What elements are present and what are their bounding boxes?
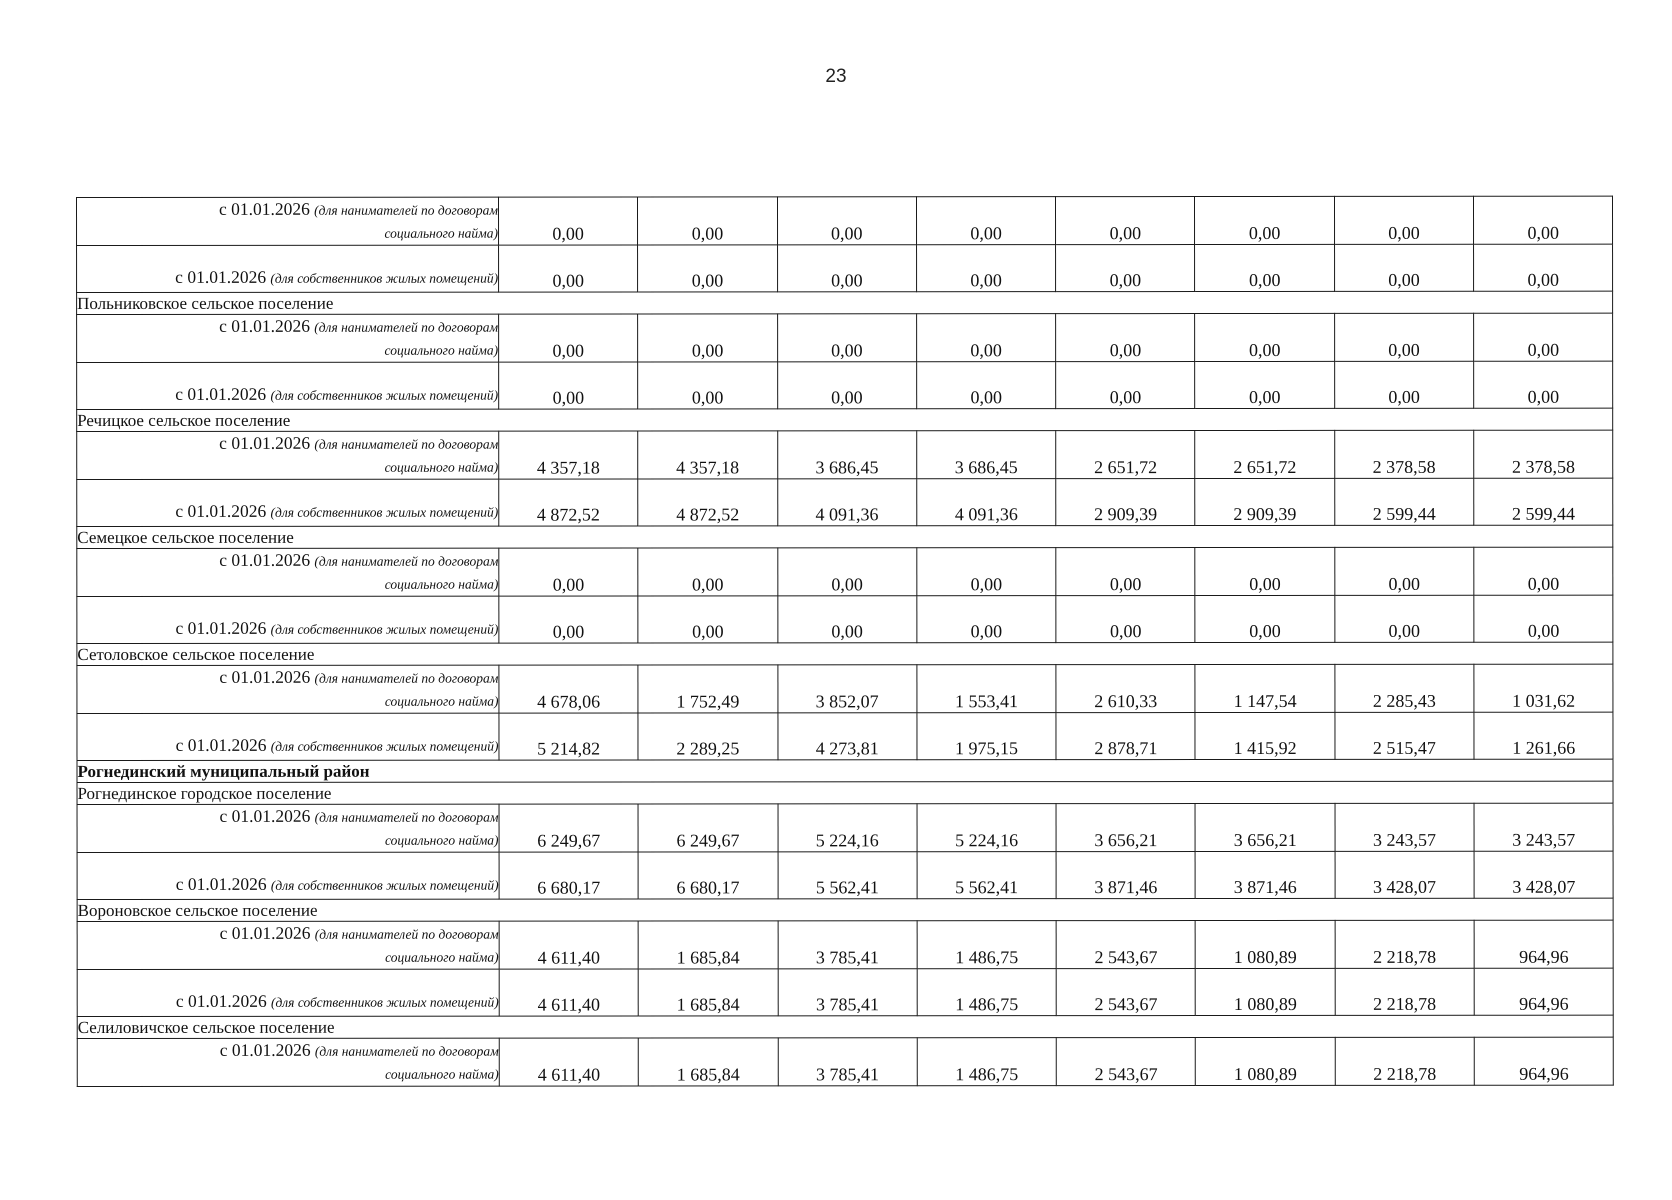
settlement-name: Польниковское сельское поселение [77,291,1613,314]
tariff-value-cell: 0,00 [499,245,638,292]
tariff-value-cell: 0,00 [1474,595,1613,642]
tariff-value-cell: 0,00 [1195,196,1334,244]
tariff-value-cell: 0,00 [499,548,638,596]
tariff-value-cell: 1 486,75 [917,1038,1056,1086]
tariff-value-cell: 0,00 [1056,596,1195,643]
label-date: с 01.01.2026 [219,432,311,453]
row-label [77,548,499,596]
label-note: социального найма) [384,693,499,709]
tariff-value-cell: 3 785,41 [778,1038,917,1086]
label-date: с 01.01.2026 [219,1039,311,1060]
tariff-row-tenants [77,196,1613,245]
row-label [77,314,499,362]
label-date: с 01.01.2026 [219,315,310,336]
label-date: с 01.01.2026 [219,666,311,687]
tariff-row-owners [77,244,1613,292]
tariff-value-cell: 1 031,62 [1474,664,1613,712]
label-note: (для нанимателей по договорам [314,436,499,452]
tariff-value-cell: 0,00 [1195,244,1334,291]
label-note: (для нанимателей по договорам [314,926,499,942]
tariff-value-cell: 4 091,36 [777,479,916,526]
tariff-value-cell: 0,00 [638,548,777,596]
tariff-row-tenants [77,1037,1613,1086]
label-date: с 01.01.2026 [175,873,267,894]
tariff-value-cell: 0,00 [916,197,1055,245]
tariff-value-cell: 1 553,41 [917,665,1056,713]
tariff-value-cell: 1 080,89 [1196,968,1335,1015]
row-label [77,921,499,969]
tariff-value-cell: 1 685,84 [639,1038,778,1086]
tariff-value-cell: 3 243,57 [1335,803,1474,851]
tariff-row-owners [77,595,1613,643]
tariff-value-cell: 0,00 [777,548,916,596]
tariff-value-cell: 0,00 [917,596,1056,643]
tariff-value-cell: 0,00 [777,314,916,362]
district-header-row [77,759,1613,782]
tariff-value-cell: 0,00 [916,314,1055,362]
tariff-value-cell: 2 515,47 [1335,712,1474,759]
tariff-value-cell: 0,00 [917,548,1056,596]
tariff-value-cell: 0,00 [1195,313,1334,361]
tariff-value-cell: 1 685,84 [638,969,777,1016]
tariff-value-cell: 2 543,67 [1056,1038,1195,1086]
row-label [77,479,499,526]
tariff-value-cell: 3 686,45 [917,431,1056,479]
tariff-value-cell: 0,00 [1195,595,1334,642]
row-label [77,362,499,409]
settlement-name: Семецкое сельское поселение [77,525,1613,548]
tariff-value-cell: 4 872,52 [499,479,638,526]
tariff-value-cell: 6 680,17 [638,852,777,899]
tariff-value-cell: 0,00 [1056,314,1195,362]
tariff-value-cell: 0,00 [1334,313,1473,361]
tariff-value-cell: 0,00 [499,314,638,362]
tariff-value-cell: 3 686,45 [777,431,916,479]
label-date: с 01.01.2026 [175,734,267,755]
tariff-value-cell: 4 357,18 [638,431,777,479]
tariff-value-cell: 4 611,40 [499,969,638,1016]
tariff-value-cell: 0,00 [1474,244,1613,291]
tariff-value-cell: 0,00 [1335,595,1474,642]
tariff-value-cell: 3 785,41 [778,969,917,1016]
tariff-row-owners [77,968,1613,1016]
label-note: социального найма) [384,342,499,358]
tariff-value-cell: 0,00 [638,314,777,362]
tariff-value-cell: 2 651,72 [1056,431,1195,479]
label-note: социального найма) [384,832,499,848]
label-note: (для нанимателей по договорам [314,809,499,825]
label-date: с 01.01.2026 [219,549,311,570]
tariff-value-cell: 2 285,43 [1335,664,1474,712]
tariff-value-cell: 3 871,46 [1056,852,1195,899]
tariff-row-tenants [77,547,1613,596]
tariff-value-cell: 1 486,75 [917,969,1056,1016]
tariff-value-cell: 4 678,06 [499,665,638,713]
tariff-value-cell: 2 378,58 [1334,430,1473,478]
tariff-value-cell: 0,00 [638,362,777,409]
label-note: (для нанимателей по договорам [314,670,499,686]
settlement-header-row [77,1015,1613,1038]
tariff-value-cell: 1 975,15 [917,713,1056,760]
tariff-value-cell: 0,00 [777,362,916,409]
tariff-row-owners [77,478,1613,526]
settlement-header-row [77,408,1613,431]
tariff-value-cell: 5 224,16 [778,804,917,852]
tariff-value-cell: 4 872,52 [638,479,777,526]
tariff-value-cell: 5 562,41 [917,852,1056,899]
tariff-value-cell: 0,00 [1474,313,1613,361]
tariff-value-cell: 2 289,25 [638,713,777,760]
tariff-value-cell: 964,96 [1474,1037,1613,1085]
tariff-value-cell: 2 543,67 [1056,969,1195,1016]
tariff-value-cell: 3 656,21 [1056,804,1195,852]
settlement-name: Сетоловское сельское поселение [77,642,1613,665]
tariff-row-owners [77,361,1613,409]
tariff-value-cell: 4 611,40 [499,921,638,969]
tariff-value-cell: 2 909,39 [1056,479,1195,526]
page-number: 23 [825,66,847,87]
tariff-value-cell: 2 543,67 [1056,921,1195,969]
tariff-value-cell: 0,00 [777,245,916,292]
tariff-value-cell: 6 249,67 [638,804,777,852]
label-note: (для собственников жилых помещений) [270,504,499,520]
tariff-value-cell: 0,00 [1056,548,1195,596]
tariff-value-cell: 0,00 [499,362,638,409]
tariff-value-cell: 0,00 [916,245,1055,292]
tariff-value-cell: 2 218,78 [1335,968,1474,1015]
tariff-value-cell: 4 357,18 [499,431,638,479]
tariff-value-cell: 3 656,21 [1196,803,1335,851]
tariff-row-owners [77,851,1613,899]
tariff-value-cell: 2 599,44 [1335,478,1474,525]
label-note: (для нанимателей по договорам [314,202,499,218]
tariff-value-cell: 964,96 [1474,920,1613,968]
tariff-value-cell: 0,00 [1474,547,1613,595]
tariff-value-cell: 1 752,49 [638,665,777,713]
tariff-value-cell: 2 218,78 [1335,920,1474,968]
label-date: с 01.01.2026 [175,617,267,638]
tariff-value-cell: 3 785,41 [778,921,917,969]
tariff-value-cell: 0,00 [638,197,777,245]
label-date: с 01.01.2026 [218,198,310,219]
tariff-value-cell: 1 415,92 [1195,712,1334,759]
tariff-row-tenants [77,664,1613,713]
tariff-value-cell: 1 080,89 [1196,920,1335,968]
tariff-value-cell: 2 218,78 [1335,1037,1474,1085]
tariff-value-cell: 6 249,67 [499,804,638,852]
label-date: с 01.01.2026 [175,383,267,404]
label-note: социального найма) [384,459,499,475]
settlement-name: Рогнединское городское поселение [77,781,1613,804]
row-label [77,804,499,852]
label-date: с 01.01.2026 [175,500,267,521]
label-note: (для собственников жилых помещений) [270,387,499,403]
label-date: с 01.01.2026 [219,805,311,826]
tariff-value-cell: 4 273,81 [778,713,917,760]
label-note: социального найма) [384,225,499,241]
tariff-value-cell: 0,00 [1334,361,1473,408]
label-note: (для собственников жилых помещений) [270,738,499,754]
tariff-value-cell: 0,00 [1334,244,1473,291]
tariff-value-cell: 3 871,46 [1196,851,1335,898]
tariff-value-cell: 0,00 [1195,547,1334,595]
label-note: (для собственников жилых помещений) [270,621,499,637]
row-label [77,713,499,760]
label-note: (для нанимателей по договорам [314,553,499,569]
tariff-value-cell: 2 651,72 [1195,430,1334,478]
tariff-row-owners [77,712,1613,760]
tariff-value-cell: 5 562,41 [778,852,917,899]
tariff-row-tenants [77,430,1613,479]
tariff-value-cell: 2 378,58 [1474,430,1613,478]
tariff-value-cell: 0,00 [1195,361,1334,408]
row-label [77,245,499,292]
tariff-value-cell: 2 909,39 [1195,478,1334,525]
tariff-row-tenants [77,313,1613,362]
tariff-value-cell: 0,00 [1056,197,1195,245]
row-label [77,852,499,899]
settlement-name: Вороновское сельское поселение [77,898,1613,921]
row-label [77,665,499,713]
tariff-value-cell: 1 080,89 [1196,1037,1335,1085]
settlement-header-row [77,525,1613,548]
tariff-value-cell: 2 599,44 [1474,478,1613,525]
tariff-value-cell: 3 428,07 [1474,851,1613,898]
row-label [77,431,499,479]
district-name: Рогнединский муниципальный район [77,759,1613,782]
tariff-value-cell: 0,00 [777,197,916,245]
tariff-value-cell: 0,00 [499,197,638,245]
label-note: социального найма) [384,576,499,592]
tariff-value-cell: 0,00 [638,245,777,292]
tariff-value-cell: 1 486,75 [917,921,1056,969]
tariff-value-cell: 0,00 [1056,362,1195,409]
tariff-value-cell: 2 878,71 [1056,713,1195,760]
tariff-value-cell: 964,96 [1474,968,1613,1015]
tariff-value-cell: 1 147,54 [1195,664,1334,712]
tariff-value-cell: 3 428,07 [1335,851,1474,898]
label-note: (для нанимателей по договорам [314,319,499,335]
label-note: (для собственников жилых помещений) [270,994,499,1010]
tariff-value-cell: 0,00 [1474,196,1613,244]
settlement-header-row [77,898,1613,921]
label-note: социального найма) [385,949,499,965]
tariff-value-cell: 0,00 [1474,361,1613,408]
tariff-value-cell: 0,00 [1335,547,1474,595]
label-note: социального найма) [385,1066,499,1082]
tariff-value-cell: 5 214,82 [499,713,638,760]
label-note: (для собственников жилых помещений) [270,877,499,893]
tariff-value-cell: 1 685,84 [638,921,777,969]
tariff-value-cell: 0,00 [499,596,638,643]
tariff-value-cell: 0,00 [777,596,916,643]
settlement-name: Селиловичское сельское поселение [77,1015,1613,1038]
settlement-header-row [77,291,1613,314]
tariff-value-cell: 5 224,16 [917,804,1056,852]
tariff-value-cell: 0,00 [1334,196,1473,244]
tariff-value-cell: 4 611,40 [499,1038,638,1086]
tariff-value-cell: 0,00 [917,362,1056,409]
tariff-value-cell: 4 091,36 [917,479,1056,526]
tariff-value-cell: 3 243,57 [1474,803,1613,851]
settlement-header-row [77,781,1613,804]
tariff-table-body [77,196,1614,1086]
tariff-row-tenants [77,920,1613,969]
tariff-value-cell: 1 261,66 [1474,712,1613,759]
row-label [77,1038,499,1086]
row-label [77,969,499,1016]
settlement-header-row [77,642,1613,665]
tariff-value-cell: 3 852,07 [778,665,917,713]
tariff-value-cell: 6 680,17 [499,852,638,899]
tariff-value-cell: 2 610,33 [1056,665,1195,713]
label-date: с 01.01.2026 [175,990,267,1011]
label-date: с 01.01.2026 [219,922,311,943]
tariff-value-cell: 0,00 [1056,245,1195,292]
tariff-row-tenants [77,803,1613,852]
row-label [77,596,499,643]
row-label [77,197,499,245]
label-date: с 01.01.2026 [175,266,267,287]
settlement-name: Речицкое сельское поселение [77,408,1613,431]
tariff-value-cell: 0,00 [638,596,777,643]
label-note: (для собственников жилых помещений) [270,270,499,286]
tariff-table [76,196,1614,1087]
label-note: (для нанимателей по договорам [314,1043,499,1059]
